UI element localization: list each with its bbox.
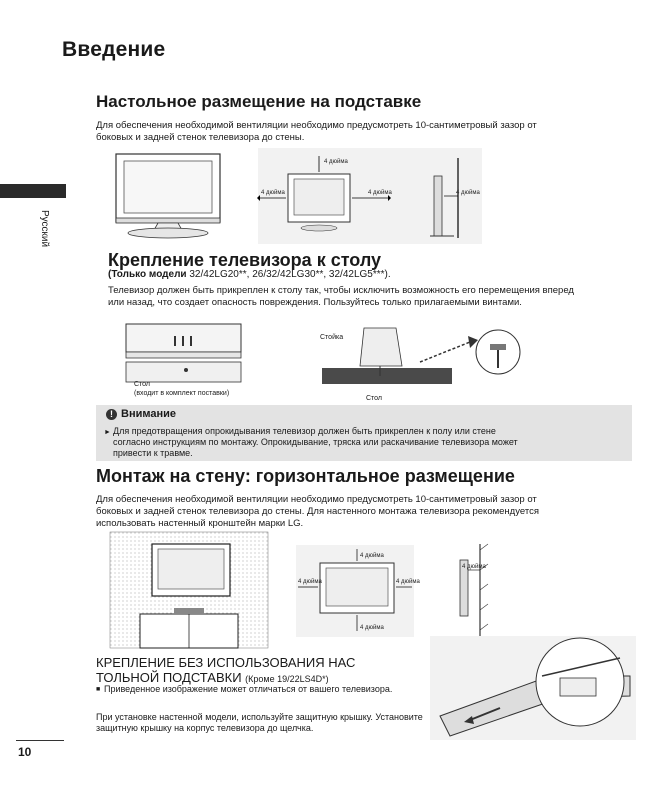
section-text-desk-stand: Для обеспечения необходимой вентиляции необходимо предусмотреть 10-сантиметровый зазор от боковых и задней стенок телевизора до стены. — [96, 120, 537, 143]
wall-clearance-label-bottom: 4 дюйма — [360, 625, 384, 631]
section-text-no-stand: При установке настенной модели, используйте защитную крышку. Установите защитную крышку на корпус телевизора до щелчка. — [96, 712, 423, 733]
subtitle-models: 32/42LG20**, 26/32/42LG30**, 32/42LG5***). — [186, 269, 391, 280]
figure-stand-screw — [320, 322, 520, 394]
chapter-title: Введение — [62, 38, 166, 61]
wall-clearance-label-left: 4 дюйма — [298, 579, 322, 585]
label-table: Стол — [134, 381, 151, 388]
clearance-label-left: 4 дюйма — [261, 190, 285, 196]
wall-clearance-label-top: 4 дюйма — [360, 553, 384, 559]
triangle-bullet-icon: ► — [104, 429, 111, 436]
figure-ventilation-clearance — [258, 148, 482, 244]
wall-clearance-label-right: 4 дюйма — [396, 579, 420, 585]
square-bullet-icon: ■ — [96, 686, 101, 693]
figure-wall-side-view — [430, 540, 494, 640]
section-note: Приведенное изображение может отличаться от вашего телевизора. — [104, 684, 393, 694]
section-title-no-stand-line1: КРЕПЛЕНИЕ БЕЗ ИСПОЛЬЗОВАНИЯ НАС — [96, 655, 356, 670]
clearance-label-side: 4 дюйма — [456, 190, 480, 196]
exclamation-icon: ! — [106, 409, 117, 420]
figure-protection-cover — [430, 636, 636, 740]
label-table-2: Стол — [366, 395, 383, 402]
section-subtitle-models — [108, 269, 391, 281]
title-models: (Кроме 19/22LS4D*) — [245, 674, 329, 684]
language-label: Русский — [39, 210, 50, 248]
section-title-desk-stand: Настольное размещение на подставке — [96, 92, 422, 111]
figure-tv-on-stand — [110, 150, 230, 240]
section-text-table-mount: Телевизор должен быть прикреплен к столу так, чтобы исключить возможность его перемещения вперед или назад, что создает опасность повреждения. Пользуйтесь только прилагаемыми винтами. — [108, 285, 574, 308]
page-number: 10 — [18, 745, 32, 759]
figure-wall-clearance — [296, 545, 420, 637]
caution-text: Для предотвращения опрокидывания телевизор должен быть прикреплен к полу или стене согласно инструкциям по монтажу. Опрокидывание, тряска или раскачивание телевизора может привести к травме. — [113, 426, 518, 458]
subtitle-bold: (Только модели — [108, 269, 187, 280]
clearance-label-top: 4 дюйма — [324, 159, 348, 165]
wall-side-label: 4 дюйма — [462, 564, 486, 570]
section-title-wall-mount: Монтаж на стену: горизонтальное размещение — [96, 466, 515, 486]
label-stand: Стойка — [320, 334, 344, 341]
section-title-table-mount: Крепление телевизора к столу — [108, 250, 382, 270]
section-text-wall-mount: Для обеспечения необходимой вентиляции необходимо предусмотреть 10-сантиметровый зазор от боковых и задней стенок телевизора до стены. Для настенного монтажа телевизора рекомендуется использовать настенный кронштейн марки LG. — [96, 494, 539, 529]
clearance-label-right: 4 дюйма — [368, 190, 392, 196]
page-number-rule — [16, 740, 64, 741]
side-tab-marker — [0, 184, 66, 198]
title-line2: ТОЛЬНОЙ ПОДСТАВКИ — [96, 670, 242, 685]
caution-title: Внимание — [121, 408, 176, 420]
label-table-note: (входит в комплект поставки) — [134, 390, 230, 397]
figure-wall-mounted-tv — [110, 532, 268, 648]
